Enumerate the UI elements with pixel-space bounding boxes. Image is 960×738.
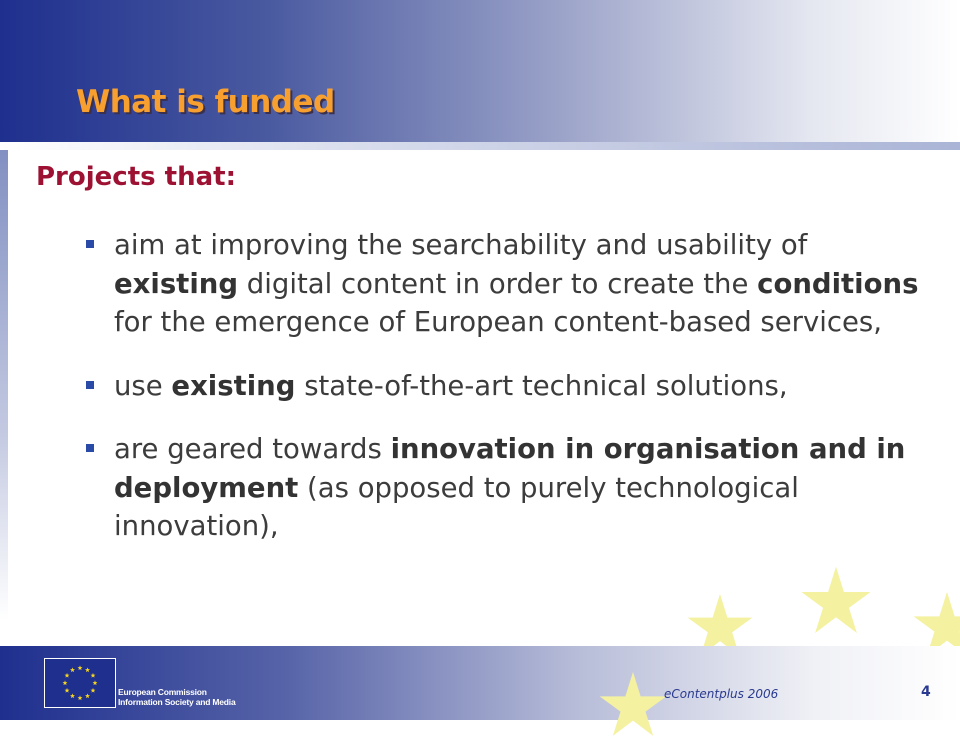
organisation-name (118, 687, 235, 707)
bullet-text-emphasis: conditions (757, 267, 919, 300)
bullet-text: are geared towards (114, 433, 391, 465)
header-band (0, 0, 960, 142)
bullet-list (84, 226, 924, 546)
slide-title: What is funded (76, 84, 335, 120)
star-icon (598, 672, 668, 738)
left-accent-bar (0, 150, 8, 620)
bullet-item (84, 367, 924, 406)
eu-flag-star (85, 667, 90, 672)
bullet-item (84, 430, 924, 546)
bullet-text-emphasis: existing (114, 267, 239, 300)
bullet-text: for the emergence of European content-based services, (114, 306, 882, 338)
eu-flag-star (93, 680, 98, 685)
bullet-text-emphasis: existing (171, 369, 296, 402)
eu-flag-star (70, 693, 75, 698)
program-label: eContentplus 2006 (664, 687, 779, 701)
bullet-text: use (114, 369, 172, 402)
eu-flag-star (78, 665, 83, 670)
organisation-line-1: European Commission (118, 687, 207, 697)
eu-flag-star (91, 688, 96, 693)
eu-flag-star (63, 680, 68, 685)
eu-flag-star (65, 673, 70, 678)
footer-band (0, 646, 960, 720)
eu-flag-star (65, 688, 70, 693)
bullet-item (84, 226, 924, 342)
bullet-text: state-of-the-art technical solutions, (295, 369, 788, 402)
page-number: 4 (921, 684, 931, 700)
bullet-text-emphasis: innovation in organisation and in deployment (114, 433, 906, 504)
bullet-text: digital content in order to create the (238, 267, 758, 300)
star-icon (800, 566, 872, 636)
eu-flag-star (78, 695, 83, 700)
header-divider (0, 142, 960, 150)
eu-flag-star (91, 673, 96, 678)
organisation-line-2: Information Society and Media (118, 697, 236, 707)
bullet-square-icon (86, 444, 94, 452)
eu-flag-icon (44, 658, 116, 708)
bullet-square-icon (86, 381, 94, 389)
bullet-text: (as opposed to purely technological innovation), (114, 471, 799, 542)
eu-flag-star (70, 667, 75, 672)
slide-subtitle: Projects that: (36, 162, 236, 192)
bullet-square-icon (86, 240, 94, 248)
bullet-text: aim at improving the searchability and usability of (114, 229, 808, 261)
eu-flag-star (85, 693, 90, 698)
